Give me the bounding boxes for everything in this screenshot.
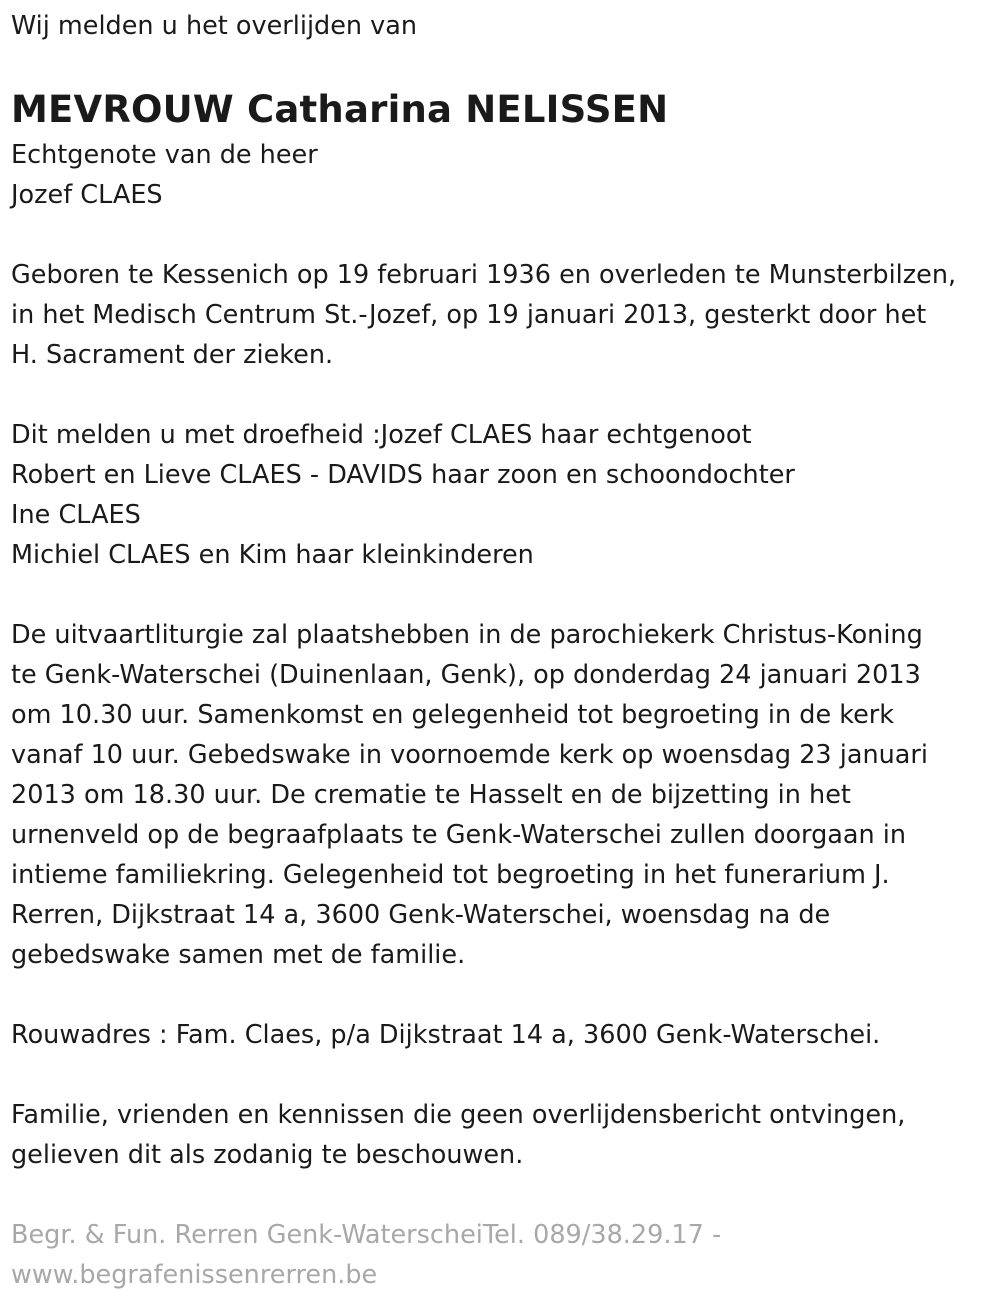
obituary-notice (11, 0, 991, 1295)
spacer (11, 975, 991, 1015)
paragraph-line: om 10.30 uur. Samenkomst en gelegenheid tot begroeting in de kerk (11, 700, 895, 730)
footer-contact-line: Begr. & Fun. Rerren Genk-WaterscheiTel. 089/38.29.17 - (11, 1220, 722, 1250)
paragraph-line: intieme familiekring. Gelegenheid tot begroeting in het funerarium J. (11, 860, 890, 890)
spacer (11, 1055, 991, 1095)
birth-death-paragraph (11, 255, 991, 375)
paragraph-line: urnenveld op de begraafplaats te Genk-Waterschei zullen doorgaan in (11, 820, 907, 850)
family-line: Ine CLAES (11, 500, 141, 530)
footer-website: www.begrafenissenrerren.be (11, 1260, 378, 1290)
paragraph-line: Rerren, Dijkstraat 14 a, 3600 Genk-Waterschei, woensdag na de (11, 900, 831, 930)
funeral-paragraph (11, 615, 991, 975)
paragraph-line: gebedswake samen met de familie. (11, 940, 466, 970)
intro-text: Wij melden u het overlijden van (11, 11, 418, 41)
family-paragraph (11, 415, 991, 575)
family-line: Robert en Lieve CLAES - DAVIDS haar zoon en schoondochter (11, 460, 795, 490)
spouse-block (11, 135, 991, 215)
paragraph-line: gelieven dit als zodanig te beschouwen. (11, 1140, 524, 1170)
mourning-address: Rouwadres : Fam. Claes, p/a Dijkstraat 14 a, 3600 Genk-Waterschei. (11, 1020, 881, 1050)
paragraph-line: H. Sacrament der zieken. (11, 340, 334, 370)
family-line: Dit melden u met droefheid :Jozef CLAES haar echtgenoot (11, 420, 752, 450)
spacer (11, 215, 991, 255)
spacer (11, 575, 991, 615)
deceased-name: MEVROUW Catharina NELISSEN (11, 88, 669, 131)
spacer (11, 1175, 991, 1215)
paragraph-line: De uitvaartliturgie zal plaatshebben in de parochiekerk Christus-Koning (11, 620, 923, 650)
paragraph-line: vanaf 10 uur. Gebedswake in voornoemde kerk op woensdag 23 januari (11, 740, 928, 770)
family-line: Michiel CLAES en Kim haar kleinkinderen (11, 540, 534, 570)
funeral-home-footer (11, 1215, 991, 1295)
paragraph-line: Familie, vrienden en kennissen die geen overlijdensbericht ontvingen, (11, 1100, 906, 1130)
paragraph-line: Geboren te Kessenich op 19 februari 1936 en overleden te Munsterbilzen, (11, 260, 957, 290)
closing-paragraph (11, 1095, 991, 1175)
paragraph-line: in het Medisch Centrum St.-Jozef, op 19 januari 2013, gesterkt door het (11, 300, 927, 330)
spacer (11, 375, 991, 415)
paragraph-line: te Genk-Waterschei (Duinenlaan, Genk), op donderdag 24 januari 2013 (11, 660, 921, 690)
spouse-line: Echtgenote van de heer (11, 140, 318, 170)
paragraph-line: 2013 om 18.30 uur. De crematie te Hasselt en de bijzetting in het (11, 780, 851, 810)
spouse-line: Jozef CLAES (11, 180, 163, 210)
